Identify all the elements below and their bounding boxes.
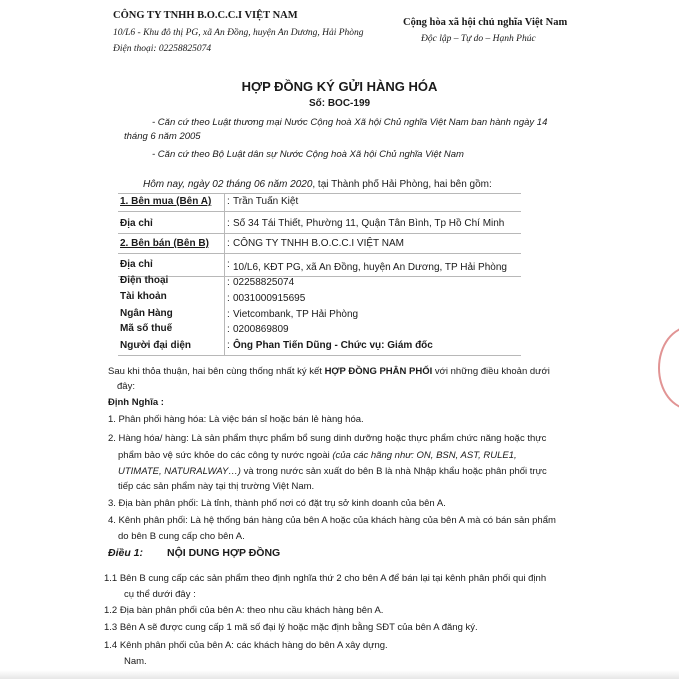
party-row-label: Địa chỉ [120, 259, 153, 270]
party-row-value: Ông Phan Tiến Dũng - Chức vụ: Giám đốc [233, 340, 433, 351]
party-row-colon: : [227, 324, 230, 335]
basis-line-1: - Căn cứ theo Luật thương mại Nước Cộng hoà Xã hội Chủ nghĩa Việt Nam ban hành ngày 14 [152, 117, 548, 128]
party-row-colon: : [227, 309, 230, 320]
agreement-line-2: đây: [117, 381, 135, 392]
definition-1: 1. Phân phối hàng hóa: Là việc bán sỉ hoặc bán lẻ hàng hóa. [108, 414, 364, 425]
clause-1-4: 1.4 Kênh phân phối của bên A: các khách hàng do bên A xây dựng. [104, 640, 388, 651]
clause-1-4-cont: Nam. [124, 656, 147, 667]
party-row-colon: : [227, 238, 230, 249]
party-table-rule [118, 276, 521, 277]
party-row-label: 2. Bên bán (Bên B) [120, 238, 209, 249]
party-table-rule [118, 233, 521, 234]
basis-line-2: tháng 6 năm 2005 [124, 131, 201, 142]
opening-rest: , tại Thành phố Hải Phòng, hai bên gồm: [312, 179, 492, 190]
republic-heading: Cộng hòa xã hội chủ nghĩa Việt Nam [403, 17, 568, 28]
contract-number: Số: BOC-199 [308, 98, 371, 109]
company-address: 10/L6 - Khu đô thị PG, xã An Đồng, huyện An Dương, Hải Phòng [113, 28, 364, 38]
agreement-pre: Sau khi thỏa thuận, hai bên cùng thống nhất ký kết [108, 366, 325, 377]
definition-2-line-3 [118, 466, 547, 477]
party-row-label: Địa chỉ [120, 218, 153, 229]
party-row-colon: : [227, 259, 230, 270]
party-table-rule [118, 355, 521, 356]
party-row-colon: : [227, 196, 230, 207]
page-fold-shadow [0, 670, 679, 679]
party-row-label: Ngân Hàng [120, 308, 173, 319]
agreement-post: với những điều khoản dưới [432, 366, 550, 377]
party-row-colon: : [227, 340, 230, 351]
definition-2-line-4: tiếp các sản phẩm này tại thị trường Việt Nam. [118, 481, 315, 492]
party-row-value: Trần Tuấn Kiệt [233, 196, 299, 207]
article-1-title: NỘI DUNG HỢP ĐỒNG [167, 547, 281, 559]
party-row-label: Người đại diện [120, 340, 192, 351]
definition-2-brands: (của các hãng như: ON, BSN, AST, RULE1, [332, 450, 517, 461]
clause-1-3: 1.3 Bên A sẽ được cung cấp 1 mã số đại lý hoặc mặc định bằng SĐT của bên A đăng ký. [104, 622, 478, 633]
definition-2-line-2 [118, 450, 517, 461]
party-table-rule [118, 193, 521, 194]
company-name: CÔNG TY TNHH B.O.C.C.I VIỆT NAM [113, 10, 298, 21]
party-row-label: Mã số thuế [120, 323, 173, 334]
definition-3: 3. Địa bàn phân phối: Là tỉnh, thành phố nơi có đặt trụ sở kinh doanh của bên A. [108, 498, 446, 509]
clause-1-1-line-1: 1.1 Bên B cung cấp các sản phẩm theo định nghĩa thứ 2 cho bên A để bán lại tại kênh phân phối qui định [104, 573, 547, 584]
definition-2-line-1: 2. Hàng hóa/ hàng: Là sản phẩm thực phẩm bổ sung dinh dưỡng hoặc thực phẩm chức năng hoặc thực [108, 433, 547, 444]
party-row-value: 10/L6, KĐT PG, xã An Đồng, huyện An Dương, TP Hải Phòng [233, 262, 507, 273]
opening-statement [143, 179, 492, 190]
party-row-label: Điện thoại [120, 275, 169, 286]
definitions-heading: Định Nghĩa : [108, 397, 164, 408]
definition-2-text: phẩm bảo vệ sức khỏe do các công ty nước ngoài [118, 450, 333, 461]
article-1-number: Điều 1: [108, 547, 144, 559]
party-table-rule [118, 211, 521, 212]
agreement-line-1 [108, 366, 550, 377]
party-row-colon: : [227, 293, 230, 304]
party-row-value: CÔNG TY TNHH B.O.C.C.I VIỆT NAM [233, 238, 404, 249]
definition-2-brands-cont: UTIMATE, NATURALWAY…) [118, 466, 241, 477]
party-table-rule [118, 253, 521, 254]
party-row-value: 02258825074 [233, 277, 295, 288]
company-phone: Điện thoại: 02258825074 [113, 44, 212, 54]
party-row-value: Vietcombank, TP Hải Phòng [233, 309, 359, 320]
definition-4-line-2: do bên B cung cấp cho bên A. [118, 531, 245, 542]
party-row-value: 0200869809 [233, 324, 289, 335]
contract-title: HỢP ĐỒNG KÝ GỬI HÀNG HÓA [241, 79, 438, 94]
definition-2-text-cont: và trong nước sản xuất do bên B là nhà Nhập khẩu hoặc phân phối trực [240, 466, 547, 477]
agreement-contract-name: HỢP ĐỒNG PHÂN PHỐI [324, 366, 433, 377]
party-row-colon: : [227, 277, 230, 288]
national-motto: Độc lập – Tự do – Hạnh Phúc [421, 34, 536, 44]
company-seal-edge [658, 326, 679, 410]
party-row-label: Tài khoản [120, 291, 167, 302]
clause-1-2: 1.2 Địa bàn phân phối của bên A: theo nhu cầu khách hàng bên A. [104, 605, 384, 616]
party-row-label: 1. Bên mua (Bên A) [120, 196, 212, 207]
party-table-divider [224, 193, 225, 355]
party-row-colon: : [227, 218, 230, 229]
definition-4-line-1: 4. Kênh phân phối: Là hệ thống bán hàng của bên A hoặc của khách hàng của bên A mà có bán sản phẩm [108, 515, 556, 526]
basis-line-3: - Căn cứ theo Bộ Luật dân sự Nước Cộng hoà Xã hội Chủ nghĩa Việt Nam [152, 149, 464, 160]
party-row-value: 0031000915695 [233, 293, 306, 304]
clause-1-1-line-2: cụ thể dưới đây : [124, 589, 196, 600]
opening-date: Hôm nay, ngày 02 tháng 06 năm 2020 [143, 179, 313, 190]
party-row-value: Số 34 Tái Thiết, Phường 11, Quận Tân Bình, Tp Hồ Chí Minh [233, 218, 505, 229]
